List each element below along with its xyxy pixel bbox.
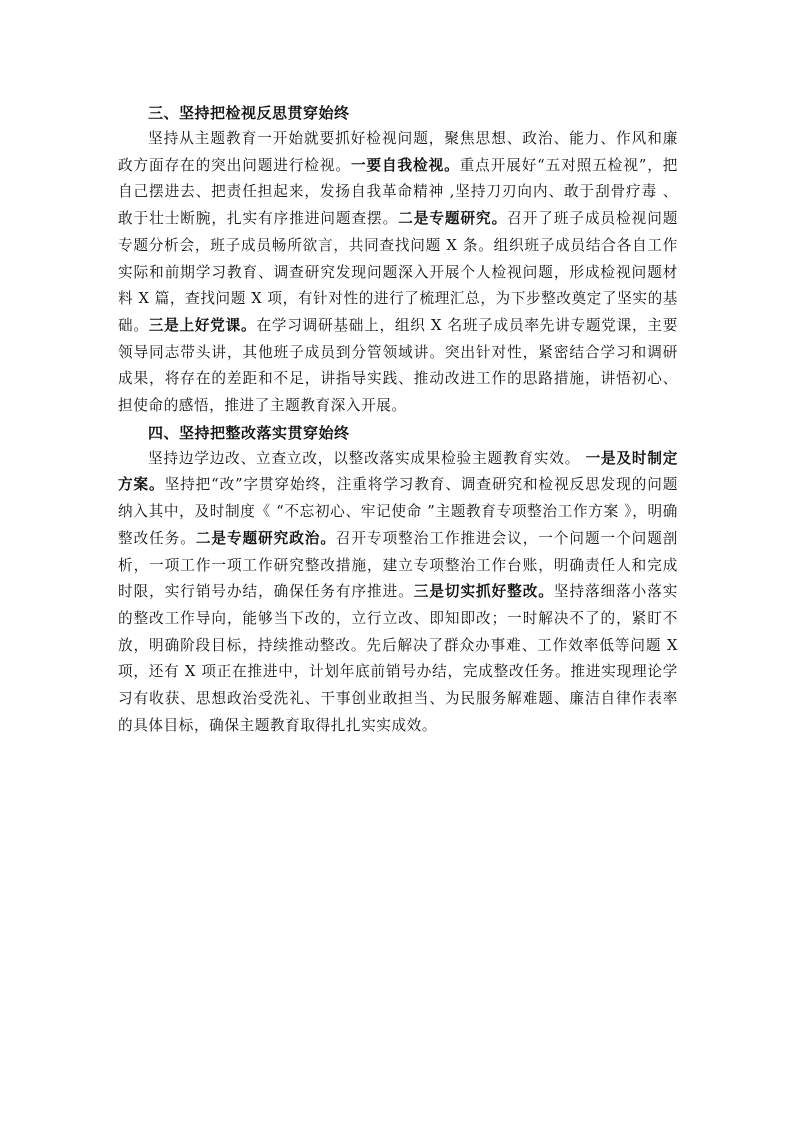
paragraph-text: 坚持从主题教育一开始就要抓好检视问题，聚焦思想、政治、能力、作风和廉政方面存在的突出问题进行检视。 xyxy=(118,130,678,174)
bold-lead-phrase: 一要自我检视。 xyxy=(350,156,460,174)
section-heading: 四、坚持把整改落实贯穿始终 xyxy=(148,423,350,442)
bold-lead-phrase: 二是专题研究。 xyxy=(398,210,508,228)
paragraph-text: 坚持边学边改、立查立改，以整改落实成果检验主题教育实效。 xyxy=(148,449,586,467)
section-rectification xyxy=(118,420,678,740)
section-paragraph xyxy=(118,126,678,420)
section-paragraph xyxy=(118,446,678,740)
section-review-reflection xyxy=(118,100,678,420)
paragraph-text: 召开了班子成员检视问题专题分析会，班子成员畅所欲言，共同查找问题 X 条。组织班子成员结合各自工作实际和前期学习教育、调查研究发现问题深入开展个人检视问题，形成检视问题材料 X 篇，查找问题 X 项，有针对性的进行了梳理汇总，为下步整改奠定了坚实的基础。 xyxy=(118,210,679,334)
bold-lead-phrase: 一是及时制定方案。 xyxy=(118,449,678,494)
paragraph-text: 在学习调研基础上，组织 X 名班子成员率先讲专题党课，主要领导同志带头讲，其他班子成员到分管领域讲。突出针对性，紧密结合学习和调研成果，将存在的差距和不足，讲指导实践、推动改进工作的思路措施，讲悟初心、担使命的感悟，推进了主题教育深入开展。 xyxy=(118,316,678,415)
paragraph-text: 召开专项整治工作推进会议，一个问题一个问题剖析，一项工作一项工作研究整改措施，建立专项整治工作台账，明确责任人和完成时限，实行销号办结，确保任务有序推进。 xyxy=(118,529,678,601)
paragraph-text: 坚持落细落小落实的整改工作导向，能够当下改的，立行立改、即知即改；一时解决不了的，紧盯不放，明确阶段目标，持续推动整改。先后解决了群众办事难、工作效率低等问题 X 项，还有 X 项正在推进中，计划年底前销号办结，完成整改任务。推进实现理论学习有收获、思想政治受洗礼、干事创业敢担当、为民服务解难题、廉洁自律作表率的具体目标，确保主题教育取得扎扎实实成效。 xyxy=(118,583,678,734)
bold-lead-phrase: 三是上好党课。 xyxy=(148,316,257,334)
paragraph-text: 重点开展好“五对照五检视”，把自己摆进去、把责任担起来，发扬自我革命精神 ,坚持刀刃向内、敢于刮骨疗毒 、敢于壮士断腕，扎实有序推进问题查摆。 xyxy=(118,156,678,228)
bold-lead-phrase: 三是切实抓好整改。 xyxy=(413,583,554,601)
paragraph-text: 坚持把“改”字贯穿始终，注重将学习教育、调查研究和检视反思发现的问题纳入其中，及时制度《 “不忘初心、牢记使命 ”主题教育专项整治工作方案 》，明确整改任务。 xyxy=(118,476,678,547)
document-body xyxy=(118,100,678,739)
bold-lead-phrase: 二是专题研究政治。 xyxy=(195,529,336,547)
section-heading: 三、坚持把检视反思贯穿始终 xyxy=(148,104,350,122)
